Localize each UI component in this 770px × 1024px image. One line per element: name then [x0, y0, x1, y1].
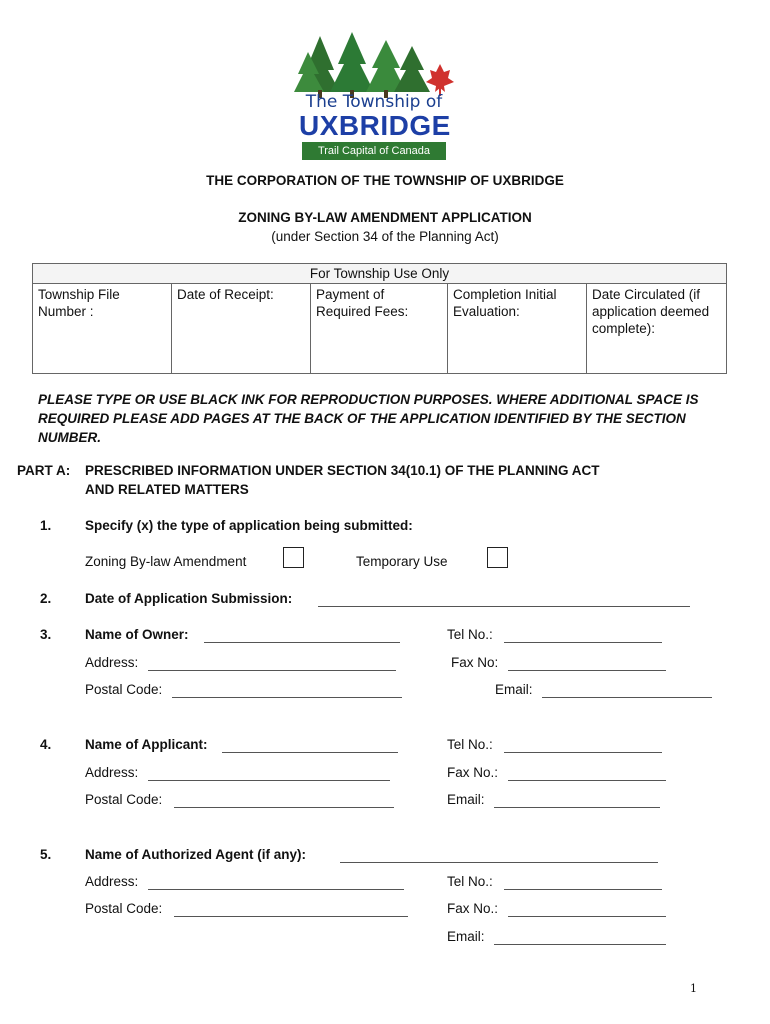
- agent-fax-label: Fax No.:: [447, 901, 499, 916]
- ink-notice: PLEASE TYPE OR USE BLACK INK FOR REPRODUCTION PURPOSES. WHERE ADDITIONAL SPACE IS REQUIRED PLEASE ADD PAGES AT THE BACK OF THE APPLICATION IDENTIFIED BY THE SECTION NUMBER.: [38, 392, 699, 445]
- part-a-title-line1: PRESCRIBED INFORMATION UNDER SECTION 34(10.1) OF THE PLANNING ACT: [85, 463, 600, 478]
- logo-tagline: Trail Capital of Canada: [302, 142, 446, 160]
- agent-postal-field[interactable]: [174, 916, 408, 917]
- agent-postal-label: Postal Code:: [85, 901, 163, 916]
- owner-address-field[interactable]: [148, 670, 396, 671]
- applicant-address-label: Address:: [85, 765, 139, 780]
- owner-name-label: Name of Owner:: [85, 627, 189, 642]
- applicant-fax-label: Fax No.:: [447, 765, 499, 780]
- owner-tel-label: Tel No.:: [447, 627, 493, 642]
- agent-tel-label: Tel No.:: [447, 874, 493, 889]
- owner-postal-label: Postal Code:: [85, 682, 163, 697]
- part-a-label: PART A:: [17, 463, 71, 478]
- q4-number: 4.: [40, 737, 52, 752]
- agent-name-field[interactable]: [340, 862, 658, 863]
- form-title: ZONING BY-LAW AMENDMENT APPLICATION: [238, 210, 532, 225]
- logo-township-of: The Township of: [305, 92, 443, 112]
- completion-evaluation-cell[interactable]: Completion Initial Evaluation:: [448, 284, 587, 374]
- payment-fees-cell[interactable]: Payment of Required Fees:: [311, 284, 448, 374]
- owner-postal-field[interactable]: [172, 697, 402, 698]
- owner-fax-label: Fax No:: [451, 655, 499, 670]
- zoning-amendment-option-label: Zoning By-law Amendment: [85, 554, 247, 569]
- agent-email-field[interactable]: [494, 944, 666, 945]
- applicant-fax-field[interactable]: [508, 780, 666, 781]
- q1-number: 1.: [40, 518, 52, 533]
- logo-uxbridge: UXBRIDGE: [299, 110, 451, 141]
- form-subtitle: (under Section 34 of the Planning Act): [271, 229, 499, 244]
- q3-number: 3.: [40, 627, 52, 642]
- q1-question: Specify (x) the type of application being submitted:: [85, 518, 413, 533]
- applicant-email-field[interactable]: [494, 807, 660, 808]
- applicant-postal-label: Postal Code:: [85, 792, 163, 807]
- agent-name-label: Name of Authorized Agent (if any):: [85, 847, 306, 862]
- q5-number: 5.: [40, 847, 52, 862]
- q2-number: 2.: [40, 591, 52, 606]
- owner-email-field[interactable]: [542, 697, 712, 698]
- agent-tel-field[interactable]: [504, 889, 662, 890]
- township-file-number-cell[interactable]: Township File Number :: [33, 284, 172, 374]
- applicant-address-field[interactable]: [148, 780, 390, 781]
- applicant-postal-field[interactable]: [174, 807, 394, 808]
- owner-address-label: Address:: [85, 655, 139, 670]
- part-a-title-line2: AND RELATED MATTERS: [85, 482, 249, 497]
- owner-tel-field[interactable]: [504, 642, 662, 643]
- date-of-receipt-cell[interactable]: Date of Receipt:: [172, 284, 311, 374]
- temporary-use-option-label: Temporary Use: [356, 554, 448, 569]
- trees-maple-leaf-icon: [290, 30, 460, 100]
- applicant-tel-field[interactable]: [504, 752, 662, 753]
- zoning-amendment-checkbox[interactable]: [283, 547, 304, 568]
- submission-date-field[interactable]: [318, 606, 690, 607]
- owner-email-label: Email:: [495, 682, 533, 697]
- owner-fax-field[interactable]: [508, 670, 666, 671]
- owner-name-field[interactable]: [204, 642, 400, 643]
- date-circulated-cell[interactable]: Date Circulated (if application deemed complete):: [587, 284, 727, 374]
- township-use-table: [32, 263, 727, 374]
- applicant-email-label: Email:: [447, 792, 485, 807]
- temporary-use-checkbox[interactable]: [487, 547, 508, 568]
- agent-address-label: Address:: [85, 874, 139, 889]
- submission-date-label: Date of Application Submission:: [85, 591, 293, 606]
- applicant-tel-label: Tel No.:: [447, 737, 493, 752]
- township-logo: [290, 30, 460, 162]
- applicant-name-field[interactable]: [222, 752, 398, 753]
- agent-address-field[interactable]: [148, 889, 404, 890]
- page-number: 1: [690, 982, 697, 995]
- applicant-name-label: Name of Applicant:: [85, 737, 208, 752]
- corporation-title: THE CORPORATION OF THE TOWNSHIP OF UXBRIDGE: [206, 173, 564, 188]
- township-use-heading: For Township Use Only: [33, 264, 727, 284]
- agent-fax-field[interactable]: [508, 916, 666, 917]
- agent-email-label: Email:: [447, 929, 485, 944]
